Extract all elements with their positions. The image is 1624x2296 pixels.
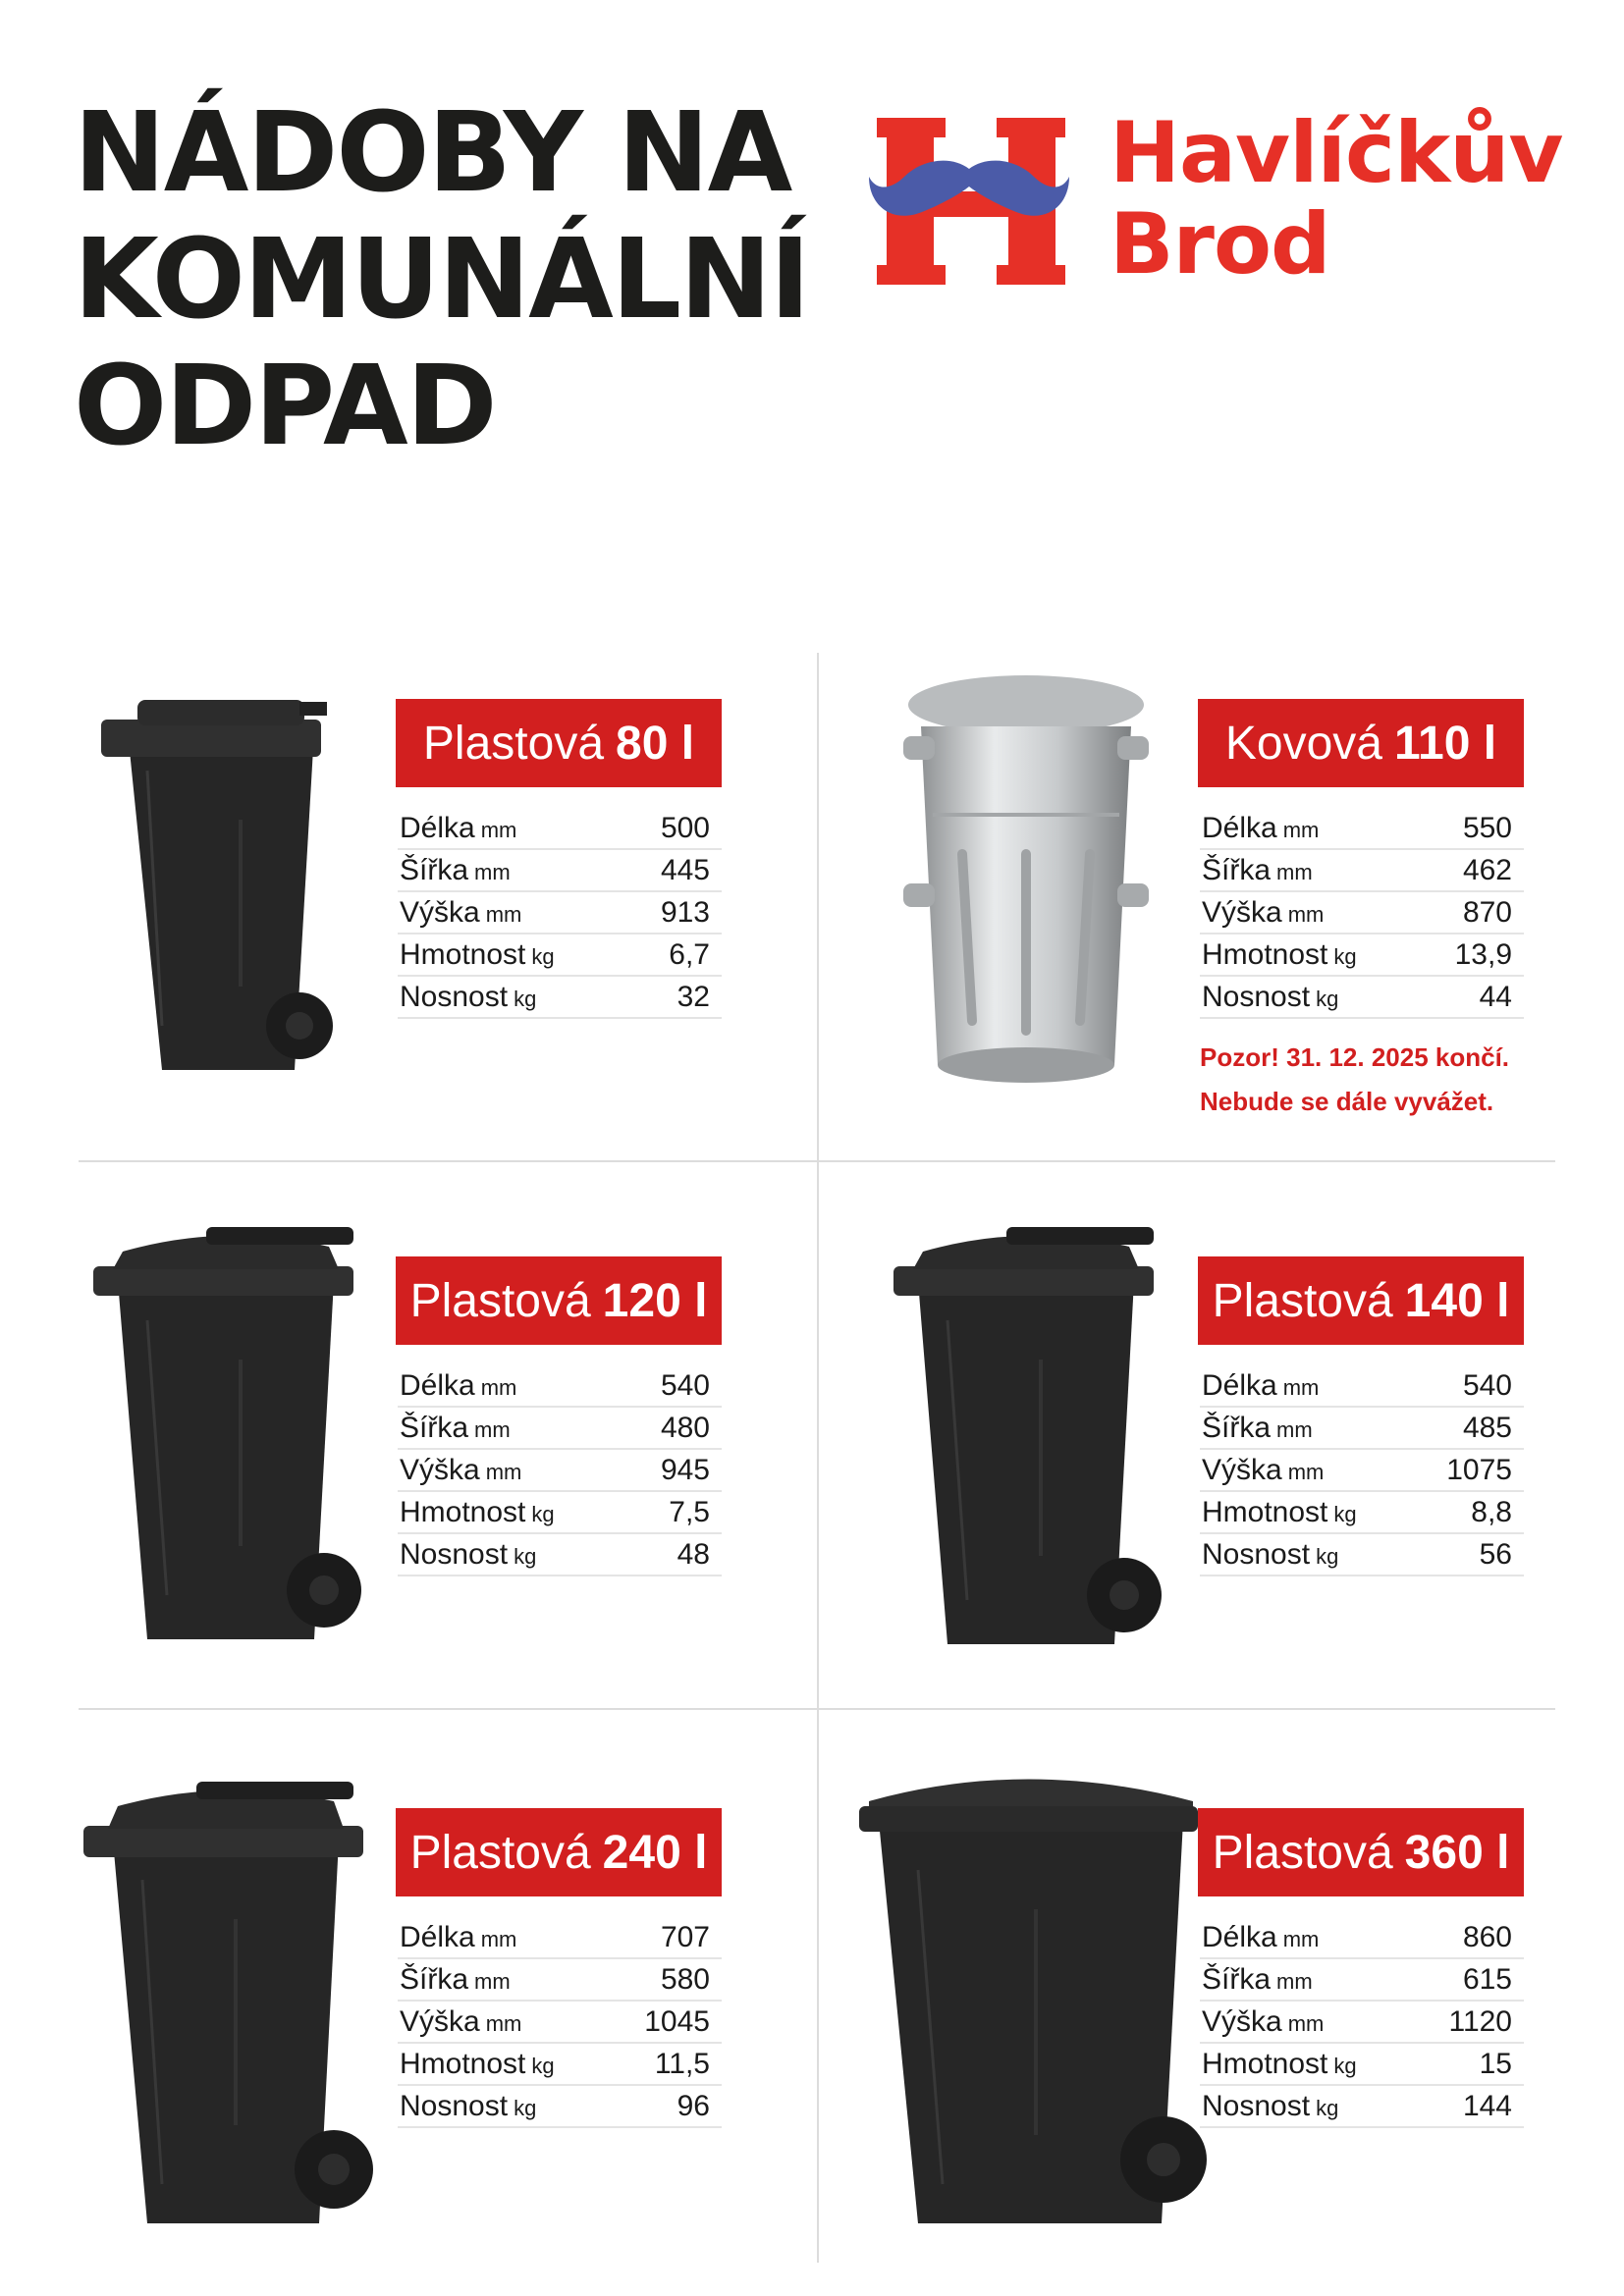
spec-label: Hmotnost: [1202, 938, 1328, 971]
plastic-bin-140-image: [889, 1222, 1164, 1654]
product-type: Plastová: [409, 1826, 591, 1879]
spec-row: [1200, 892, 1524, 934]
spec-label: Hmotnost: [400, 938, 526, 971]
logo-wordmark: [1110, 104, 1563, 294]
spec-value: 550: [1462, 812, 1512, 844]
spec-name: [1202, 1492, 1357, 1535]
spec-name: [1202, 934, 1357, 978]
spec-name: [400, 2002, 521, 2045]
spec-row: [1200, 850, 1524, 892]
spec-label: Hmotnost: [1202, 1496, 1328, 1528]
spec-label: Výška: [1202, 896, 1282, 929]
spec-row: [1200, 1492, 1524, 1534]
spec-unit: kg: [1316, 2096, 1339, 2120]
spec-name: [1202, 1408, 1313, 1451]
spec-label: Nosnost: [400, 2090, 509, 2122]
logo-line: Brod: [1110, 195, 1330, 294]
spec-value: 56: [1479, 1538, 1512, 1571]
spec-label: Šířka: [1202, 1412, 1272, 1444]
spec-label: Hmotnost: [400, 2048, 526, 2080]
spec-unit: mm: [474, 1969, 511, 1994]
spec-name: [1202, 2086, 1338, 2129]
spec-value: 580: [660, 1963, 710, 1996]
spec-value: 860: [1462, 1921, 1512, 1953]
spec-row: [398, 2044, 722, 2086]
spec-row: [1200, 2044, 1524, 2086]
product-type: Plastová: [422, 717, 605, 770]
product-volume: 120 l: [602, 1274, 708, 1327]
spec-value: 96: [677, 2090, 710, 2122]
spec-row: [398, 1450, 722, 1492]
spec-name: [400, 1492, 555, 1535]
spec-unit: mm: [1287, 2011, 1325, 2036]
product-label: [1198, 699, 1524, 787]
grid-divider-vertical: [817, 653, 819, 2263]
spec-unit: mm: [480, 818, 517, 842]
spec-label: Výška: [400, 2005, 480, 2038]
spec-name: [1202, 2044, 1357, 2087]
spec-label: Nosnost: [1202, 1538, 1311, 1571]
spec-name: [400, 1408, 511, 1451]
product-volume: 360 l: [1404, 1826, 1510, 1879]
spec-value: 913: [660, 896, 710, 929]
spec-name: [400, 2086, 536, 2129]
spec-row: [398, 808, 722, 850]
spec-label: Šířka: [400, 1412, 469, 1444]
spec-row: [1200, 934, 1524, 977]
spec-name: [400, 1959, 511, 2002]
spec-name: [400, 892, 521, 935]
spec-unit: mm: [1282, 818, 1320, 842]
spec-name: [400, 977, 536, 1020]
product-volume: 240 l: [602, 1826, 708, 1879]
spec-row: [1200, 2086, 1524, 2128]
spec-label: Šířka: [400, 1963, 469, 1996]
spec-unit: mm: [1282, 1375, 1320, 1400]
spec-unit: mm: [1276, 1969, 1313, 1994]
spec-name: [1202, 850, 1313, 893]
metal-bin-110-image: [893, 667, 1159, 1099]
spec-row: [398, 1959, 722, 2002]
spec-row: [398, 934, 722, 977]
spec-unit: mm: [485, 2011, 522, 2036]
spec-unit: kg: [1333, 2054, 1357, 2078]
spec-name: [1202, 1917, 1319, 1960]
spec-unit: mm: [485, 902, 522, 927]
spec-value: 540: [660, 1369, 710, 1402]
spec-row: [1200, 1917, 1524, 1959]
product-volume: 140 l: [1404, 1274, 1510, 1327]
spec-row: [398, 2002, 722, 2044]
product-type: Plastová: [1212, 1274, 1393, 1327]
spec-unit: mm: [1276, 1417, 1313, 1442]
spec-unit: kg: [531, 2054, 555, 2078]
spec-name: [1202, 2002, 1324, 2045]
spec-table: [1200, 1917, 1524, 2128]
spec-name: [1202, 1534, 1338, 1577]
spec-row: [398, 2086, 722, 2128]
spec-name: [400, 808, 516, 851]
spec-row: [398, 1365, 722, 1408]
spec-label: Výška: [1202, 2005, 1282, 2038]
spec-value: 48: [677, 1538, 710, 1571]
spec-name: [400, 1365, 516, 1409]
spec-value: 462: [1462, 854, 1512, 886]
spec-label: Výška: [400, 1454, 480, 1486]
spec-label: Délka: [1202, 812, 1277, 844]
spec-label: Hmotnost: [400, 1496, 526, 1528]
spec-value: 11,5: [654, 2048, 710, 2080]
spec-value: 6,7: [669, 938, 710, 971]
spec-value: 13,9: [1454, 938, 1512, 971]
spec-unit: kg: [1316, 1544, 1339, 1569]
spec-label: Hmotnost: [1202, 2048, 1328, 2080]
spec-unit: kg: [1333, 1502, 1357, 1526]
spec-value: 500: [660, 812, 710, 844]
spec-row: [1200, 1408, 1524, 1450]
spec-row: [398, 977, 722, 1019]
product-label: [396, 699, 722, 787]
spec-name: [400, 850, 511, 893]
spec-name: [1202, 1450, 1324, 1493]
plastic-bin-120-image: [88, 1222, 363, 1654]
plastic-bin-240-image: [79, 1772, 373, 2238]
spec-name: [1202, 892, 1324, 935]
spec-name: [1202, 1365, 1319, 1409]
spec-name: [1202, 808, 1319, 851]
city-logo: [869, 104, 1576, 294]
product-volume: 80 l: [616, 717, 695, 770]
spec-label: Délka: [400, 812, 475, 844]
spec-unit: mm: [480, 1375, 517, 1400]
spec-unit: mm: [1282, 1927, 1320, 1951]
spec-unit: kg: [531, 944, 555, 969]
spec-row: [398, 1492, 722, 1534]
page-title: [74, 90, 809, 470]
spec-value: 480: [660, 1412, 710, 1444]
spec-unit: mm: [485, 1460, 522, 1484]
spec-table: [1200, 1365, 1524, 1576]
spec-row: [398, 1534, 722, 1576]
spec-value: 485: [1462, 1412, 1512, 1444]
spec-label: Délka: [1202, 1921, 1277, 1953]
spec-label: Šířka: [400, 854, 469, 886]
spec-value: 144: [1462, 2090, 1512, 2122]
h-mustache-icon: [869, 108, 1070, 294]
spec-unit: kg: [1316, 987, 1339, 1011]
spec-name: [400, 1534, 536, 1577]
spec-row: [1200, 1959, 1524, 2002]
spec-value: 1045: [644, 2005, 710, 2038]
spec-unit: kg: [1333, 944, 1357, 969]
spec-label: Výška: [1202, 1454, 1282, 1486]
spec-value: 707: [660, 1921, 710, 1953]
spec-unit: kg: [514, 2096, 537, 2120]
spec-value: 15: [1479, 2048, 1512, 2080]
spec-table: [1200, 808, 1524, 1019]
plastic-bin-360-image: [849, 1762, 1208, 2238]
spec-row: [1200, 1534, 1524, 1576]
grid-divider-horizontal: [79, 1160, 1555, 1162]
spec-table: [398, 808, 722, 1019]
spec-unit: mm: [1287, 902, 1325, 927]
product-type: Plastová: [409, 1274, 591, 1327]
spec-name: [400, 2044, 555, 2087]
spec-label: Šířka: [1202, 854, 1272, 886]
grid-divider-horizontal: [79, 1708, 1555, 1710]
spec-label: Délka: [400, 1921, 475, 1953]
spec-table: [398, 1365, 722, 1576]
product-volume: 110 l: [1394, 717, 1497, 770]
spec-value: 7,5: [669, 1496, 710, 1528]
spec-label: Nosnost: [1202, 2090, 1311, 2122]
spec-value: 615: [1462, 1963, 1512, 1996]
spec-value: 540: [1462, 1369, 1512, 1402]
spec-row: [398, 850, 722, 892]
spec-value: 44: [1479, 981, 1512, 1013]
spec-row: [1200, 808, 1524, 850]
notice-line: Nebude se dále vyvážet.: [1200, 1087, 1494, 1116]
spec-value: 1075: [1446, 1454, 1512, 1486]
spec-label: Délka: [1202, 1369, 1277, 1402]
discontinued-notice: [1200, 1036, 1509, 1124]
title-line: KOMUNÁLNÍ: [74, 216, 809, 344]
spec-unit: mm: [474, 860, 511, 884]
product-type: Plastová: [1212, 1826, 1393, 1879]
spec-value: 32: [677, 981, 710, 1013]
spec-value: 870: [1462, 896, 1512, 929]
spec-value: 945: [660, 1454, 710, 1486]
spec-name: [400, 1450, 521, 1493]
spec-unit: kg: [531, 1502, 555, 1526]
spec-unit: kg: [514, 987, 537, 1011]
spec-row: [1200, 1450, 1524, 1492]
product-label: [396, 1256, 722, 1345]
spec-table: [398, 1917, 722, 2128]
product-label: [396, 1808, 722, 1896]
spec-value: 1120: [1448, 2005, 1512, 2038]
spec-row: [1200, 977, 1524, 1019]
spec-value: 445: [660, 854, 710, 886]
product-label: [1198, 1256, 1524, 1345]
product-type: Kovová: [1224, 717, 1382, 770]
spec-label: Šířka: [1202, 1963, 1272, 1996]
spec-unit: mm: [480, 1927, 517, 1951]
spec-row: [398, 892, 722, 934]
spec-name: [1202, 977, 1338, 1020]
spec-name: [400, 934, 555, 978]
title-line: ODPAD: [74, 343, 496, 470]
plastic-bin-80-image: [93, 692, 349, 1085]
title-line: NÁDOBY NA: [74, 89, 791, 217]
spec-unit: mm: [474, 1417, 511, 1442]
spec-row: [398, 1917, 722, 1959]
spec-row: [1200, 1365, 1524, 1408]
logo-line: Havlíčkův: [1110, 104, 1563, 202]
spec-unit: mm: [1287, 1460, 1325, 1484]
spec-label: Nosnost: [400, 1538, 509, 1571]
spec-label: Délka: [400, 1369, 475, 1402]
spec-label: Výška: [400, 896, 480, 929]
spec-value: 8,8: [1471, 1496, 1512, 1528]
product-label: [1198, 1808, 1524, 1896]
spec-row: [398, 1408, 722, 1450]
spec-unit: mm: [1276, 860, 1313, 884]
spec-label: Nosnost: [400, 981, 509, 1013]
spec-row: [1200, 2002, 1524, 2044]
notice-line: Pozor! 31. 12. 2025 končí.: [1200, 1042, 1510, 1072]
spec-name: [400, 1917, 516, 1960]
spec-name: [1202, 1959, 1313, 2002]
spec-label: Nosnost: [1202, 981, 1311, 1013]
spec-unit: kg: [514, 1544, 537, 1569]
